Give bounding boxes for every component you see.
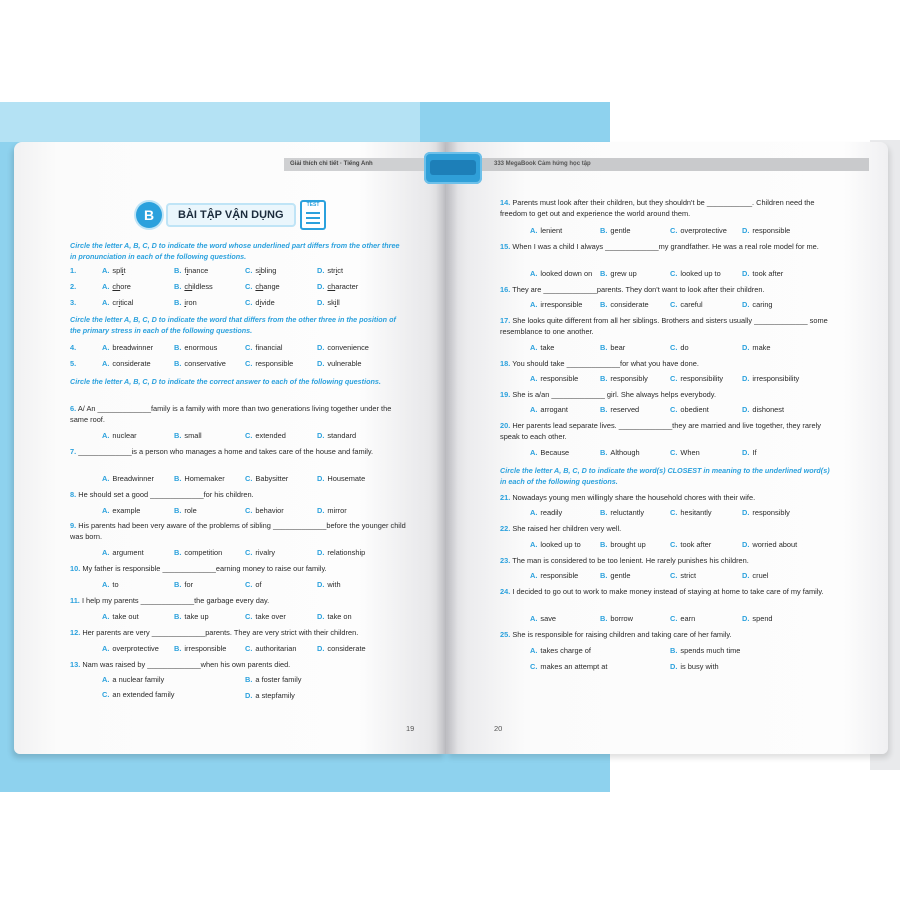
- option-a[interactable]: A. take: [530, 343, 555, 352]
- option-b[interactable]: B. spends much time: [670, 646, 741, 655]
- option-c[interactable]: C. hesitantly: [670, 508, 712, 517]
- option-a[interactable]: A. considerate: [102, 359, 151, 368]
- option-c[interactable]: C. financial: [245, 343, 283, 352]
- option-d[interactable]: D. took after: [742, 269, 784, 278]
- blue-background-highlight: [0, 102, 420, 142]
- question-text: 18. You should take _____________for what you have done.: [500, 359, 699, 368]
- question-number: 2.: [70, 282, 77, 291]
- option-b[interactable]: B. considerate: [600, 300, 649, 309]
- option-c[interactable]: C. responsibility: [670, 374, 724, 383]
- option-c[interactable]: C. Babysitter: [245, 474, 289, 483]
- option-d[interactable]: D. mirror: [317, 506, 347, 515]
- option-b[interactable]: B. grew up: [600, 269, 637, 278]
- question-text: 16. They are _____________parents. They don't want to look after their children.: [500, 285, 765, 294]
- right-header: 333 MegaBook Cảm hứng học tập: [464, 158, 869, 171]
- option-d[interactable]: D. strict: [317, 266, 344, 275]
- question-text: 11. I help my parents _____________the garbage every day.: [70, 596, 270, 605]
- question-number: 3.: [70, 298, 77, 307]
- question-text: 9. His parents had been very aware of the problems of sibling _____________before the younger child was born.: [70, 521, 406, 541]
- option-c[interactable]: C. extended: [245, 431, 286, 440]
- instruction-correct-answer: Circle the letter A, B, C, D to indicate the correct answer to each of the following questions.: [70, 377, 381, 386]
- test-icon-label: TEST: [306, 202, 320, 208]
- option-a[interactable]: A. looked down on: [530, 269, 593, 278]
- option-a[interactable]: A. nuclear: [102, 431, 137, 440]
- question-text: 7. _____________is a person who manages a home and takes care of the house and family.: [70, 447, 374, 456]
- option-a[interactable]: A. arrogant: [530, 405, 568, 414]
- option-b[interactable]: B. Although: [600, 448, 640, 457]
- option-a[interactable]: A. overprotective: [102, 644, 159, 653]
- option-b[interactable]: B. reluctantly: [600, 508, 645, 517]
- question-text: 19. She is a/an _____________ girl. She always helps everybody.: [500, 390, 716, 399]
- option-a[interactable]: A. irresponsible: [530, 300, 583, 309]
- option-b[interactable]: B. brought up: [600, 540, 646, 549]
- option-c[interactable]: C. makes an attempt at: [530, 662, 608, 671]
- left-page: [14, 142, 446, 754]
- option-b[interactable]: B. gentle: [600, 571, 631, 580]
- question-text: 8. He should set a good _____________for his children.: [70, 490, 254, 499]
- test-checklist-icon: [300, 200, 326, 230]
- option-a[interactable]: A. lenient: [530, 226, 563, 235]
- question-text: 17. She looks quite different from all her siblings. Brothers and sisters usually _____________ some resemblance to one another.: [500, 316, 828, 336]
- option-c[interactable]: C. strict: [670, 571, 697, 580]
- option-d[interactable]: D. cruel: [742, 571, 769, 580]
- option-a[interactable]: A. to: [102, 580, 119, 589]
- option-d[interactable]: D. a stepfamily: [245, 691, 295, 700]
- option-d[interactable]: D. worried about: [742, 540, 798, 549]
- option-a[interactable]: A. save: [530, 614, 557, 623]
- option-c[interactable]: C. obedient: [670, 405, 709, 414]
- option-a[interactable]: A. critical: [102, 298, 134, 307]
- question-text: 23. The man is considered to be too lenient. He rarely punishes his children.: [500, 556, 749, 565]
- option-b[interactable]: B. childless: [174, 282, 213, 291]
- question-text: 14. Parents must look after their children, but they shouldn't be ___________. Children need the freedom to get out and experience the world around them.: [500, 198, 815, 218]
- option-d[interactable]: D. skill: [317, 298, 340, 307]
- option-a[interactable]: A. argument: [102, 548, 144, 557]
- option-b[interactable]: B. irresponsible: [174, 644, 227, 653]
- option-b[interactable]: B. conservative: [174, 359, 226, 368]
- option-c[interactable]: C. take over: [245, 612, 286, 621]
- option-b[interactable]: B. role: [174, 506, 197, 515]
- option-d[interactable]: D. convenience: [317, 343, 369, 352]
- question-text: 15. When I was a child I always _____________my grandfather. He was a real role model for me.: [500, 242, 819, 251]
- option-d[interactable]: D. caring: [742, 300, 773, 309]
- option-b[interactable]: B. take up: [174, 612, 209, 621]
- option-c[interactable]: C. took after: [670, 540, 712, 549]
- question-text: 21. Nowadays young men willingly share the household chores with their wife.: [500, 493, 756, 502]
- option-c[interactable]: C. looked up to: [670, 269, 721, 278]
- option-a[interactable]: A. breadwinner: [102, 343, 154, 352]
- question-text: 22. She raised her children very well.: [500, 524, 622, 533]
- section-heading: [136, 200, 334, 232]
- option-d[interactable]: D. standard: [317, 431, 357, 440]
- question-text: 10. My father is responsible _____________earning money to raise our family.: [70, 564, 327, 573]
- option-a[interactable]: A. responsible: [530, 571, 579, 580]
- option-a[interactable]: A. a nuclear family: [102, 675, 165, 684]
- question-text: 6. A/ An _____________family is a family with more than two generations living together under the same roof.: [70, 404, 392, 424]
- option-c[interactable]: C. of: [245, 580, 262, 589]
- option-d[interactable]: D. with: [317, 580, 341, 589]
- section-title: BÀI TẬP VẬN DỤNG: [166, 203, 296, 227]
- option-c[interactable]: C. an extended family: [102, 690, 175, 699]
- question-number: 4.: [70, 343, 77, 352]
- option-a[interactable]: A. chore: [102, 282, 131, 291]
- option-c[interactable]: C. responsible: [245, 359, 294, 368]
- option-a[interactable]: A. looked up to: [530, 540, 581, 549]
- question-text: 12. Her parents are very _____________parents. They are very strict with their children.: [70, 628, 359, 637]
- option-d[interactable]: D. take on: [317, 612, 352, 621]
- option-d[interactable]: D. character: [317, 282, 359, 291]
- option-a[interactable]: A. readily: [530, 508, 563, 517]
- question-text: 25. She is responsible for raising children and taking care of her family.: [500, 630, 732, 639]
- option-c[interactable]: C. behavior: [245, 506, 284, 515]
- left-header: Giải thích chi tiết · Tiếng Anh: [284, 158, 444, 171]
- question-number: 5.: [70, 359, 77, 368]
- option-d[interactable]: D. If: [742, 448, 757, 457]
- option-b[interactable]: B. responsibly: [600, 374, 648, 383]
- question-number: 1.: [70, 266, 77, 275]
- option-d[interactable]: D. is busy with: [670, 662, 719, 671]
- option-c[interactable]: C. do: [670, 343, 689, 352]
- option-b[interactable]: B. reserved: [600, 405, 640, 414]
- right-page: [446, 142, 888, 754]
- option-b[interactable]: B. a foster family: [245, 675, 302, 684]
- option-a[interactable]: A. Breadwinner: [102, 474, 154, 483]
- option-a[interactable]: A. takes charge of: [530, 646, 591, 655]
- option-c[interactable]: C. rivalry: [245, 548, 276, 557]
- option-b[interactable]: B. for: [174, 580, 194, 589]
- option-c[interactable]: C. earn: [670, 614, 696, 623]
- option-d[interactable]: D. spend: [742, 614, 773, 623]
- option-b[interactable]: B. gentle: [600, 226, 631, 235]
- option-b[interactable]: B. bear: [600, 343, 626, 352]
- option-d[interactable]: D. Housemate: [317, 474, 366, 483]
- option-d[interactable]: D. irresponsibility: [742, 374, 800, 383]
- instruction-closest-meaning: Circle the letter A, B, C, D to indicate the word(s) CLOSEST in meaning to the underlined word(s) in each of the following questions.: [500, 466, 830, 486]
- option-b[interactable]: B. iron: [174, 298, 197, 307]
- instruction-stress: Circle the letter A, B, C, D to indicate the word that differs from the other three in the position of the primary stress in each of the following questions.: [70, 315, 396, 335]
- option-a[interactable]: A. Because: [530, 448, 570, 457]
- question-text: 24. I decided to go out to work to make money instead of staying at home to take care of my family.: [500, 587, 824, 596]
- option-d[interactable]: D. responsible: [742, 226, 791, 235]
- option-c[interactable]: C. overprotective: [670, 226, 727, 235]
- option-b[interactable]: B. Homemaker: [174, 474, 225, 483]
- question-text: 20. Her parents lead separate lives. _____________they are married and live together, they rarely speak to each other.: [500, 421, 821, 441]
- option-c[interactable]: C. authoritarian: [245, 644, 297, 653]
- bookmark-tab: [424, 152, 482, 184]
- question-text: 13. Nam was raised by _____________when his own parents died.: [70, 660, 291, 669]
- section-badge: B: [136, 202, 162, 228]
- option-a[interactable]: A. responsible: [530, 374, 579, 383]
- option-c[interactable]: C. divide: [245, 298, 275, 307]
- option-d[interactable]: D. dishonest: [742, 405, 785, 414]
- option-c[interactable]: C. change: [245, 282, 280, 291]
- option-d[interactable]: D. responsibly: [742, 508, 790, 517]
- option-b[interactable]: B. borrow: [600, 614, 633, 623]
- option-a[interactable]: A. take out: [102, 612, 139, 621]
- option-d[interactable]: D. considerate: [317, 644, 366, 653]
- option-b[interactable]: B. small: [174, 431, 202, 440]
- option-a[interactable]: A. split: [102, 266, 126, 275]
- option-b[interactable]: B. enormous: [174, 343, 218, 352]
- option-b[interactable]: B. competition: [174, 548, 223, 557]
- option-c[interactable]: C. careful: [670, 300, 703, 309]
- instruction-pronunciation: Circle the letter A, B, C, D to indicate the word whose underlined part differs from the other three in pronunciation in each of the following questions.: [70, 241, 400, 261]
- option-a[interactable]: A. example: [102, 506, 141, 515]
- option-c[interactable]: C. sibling: [245, 266, 277, 275]
- option-d[interactable]: D. make: [742, 343, 771, 352]
- option-d[interactable]: D. vulnerable: [317, 359, 362, 368]
- page-number-left: 19: [406, 724, 415, 733]
- option-b[interactable]: B. finance: [174, 266, 209, 275]
- open-book: [14, 142, 888, 754]
- page-number-right: 20: [494, 724, 503, 733]
- option-d[interactable]: D. relationship: [317, 548, 366, 557]
- book-spine: [436, 142, 458, 754]
- option-c[interactable]: C. When: [670, 448, 700, 457]
